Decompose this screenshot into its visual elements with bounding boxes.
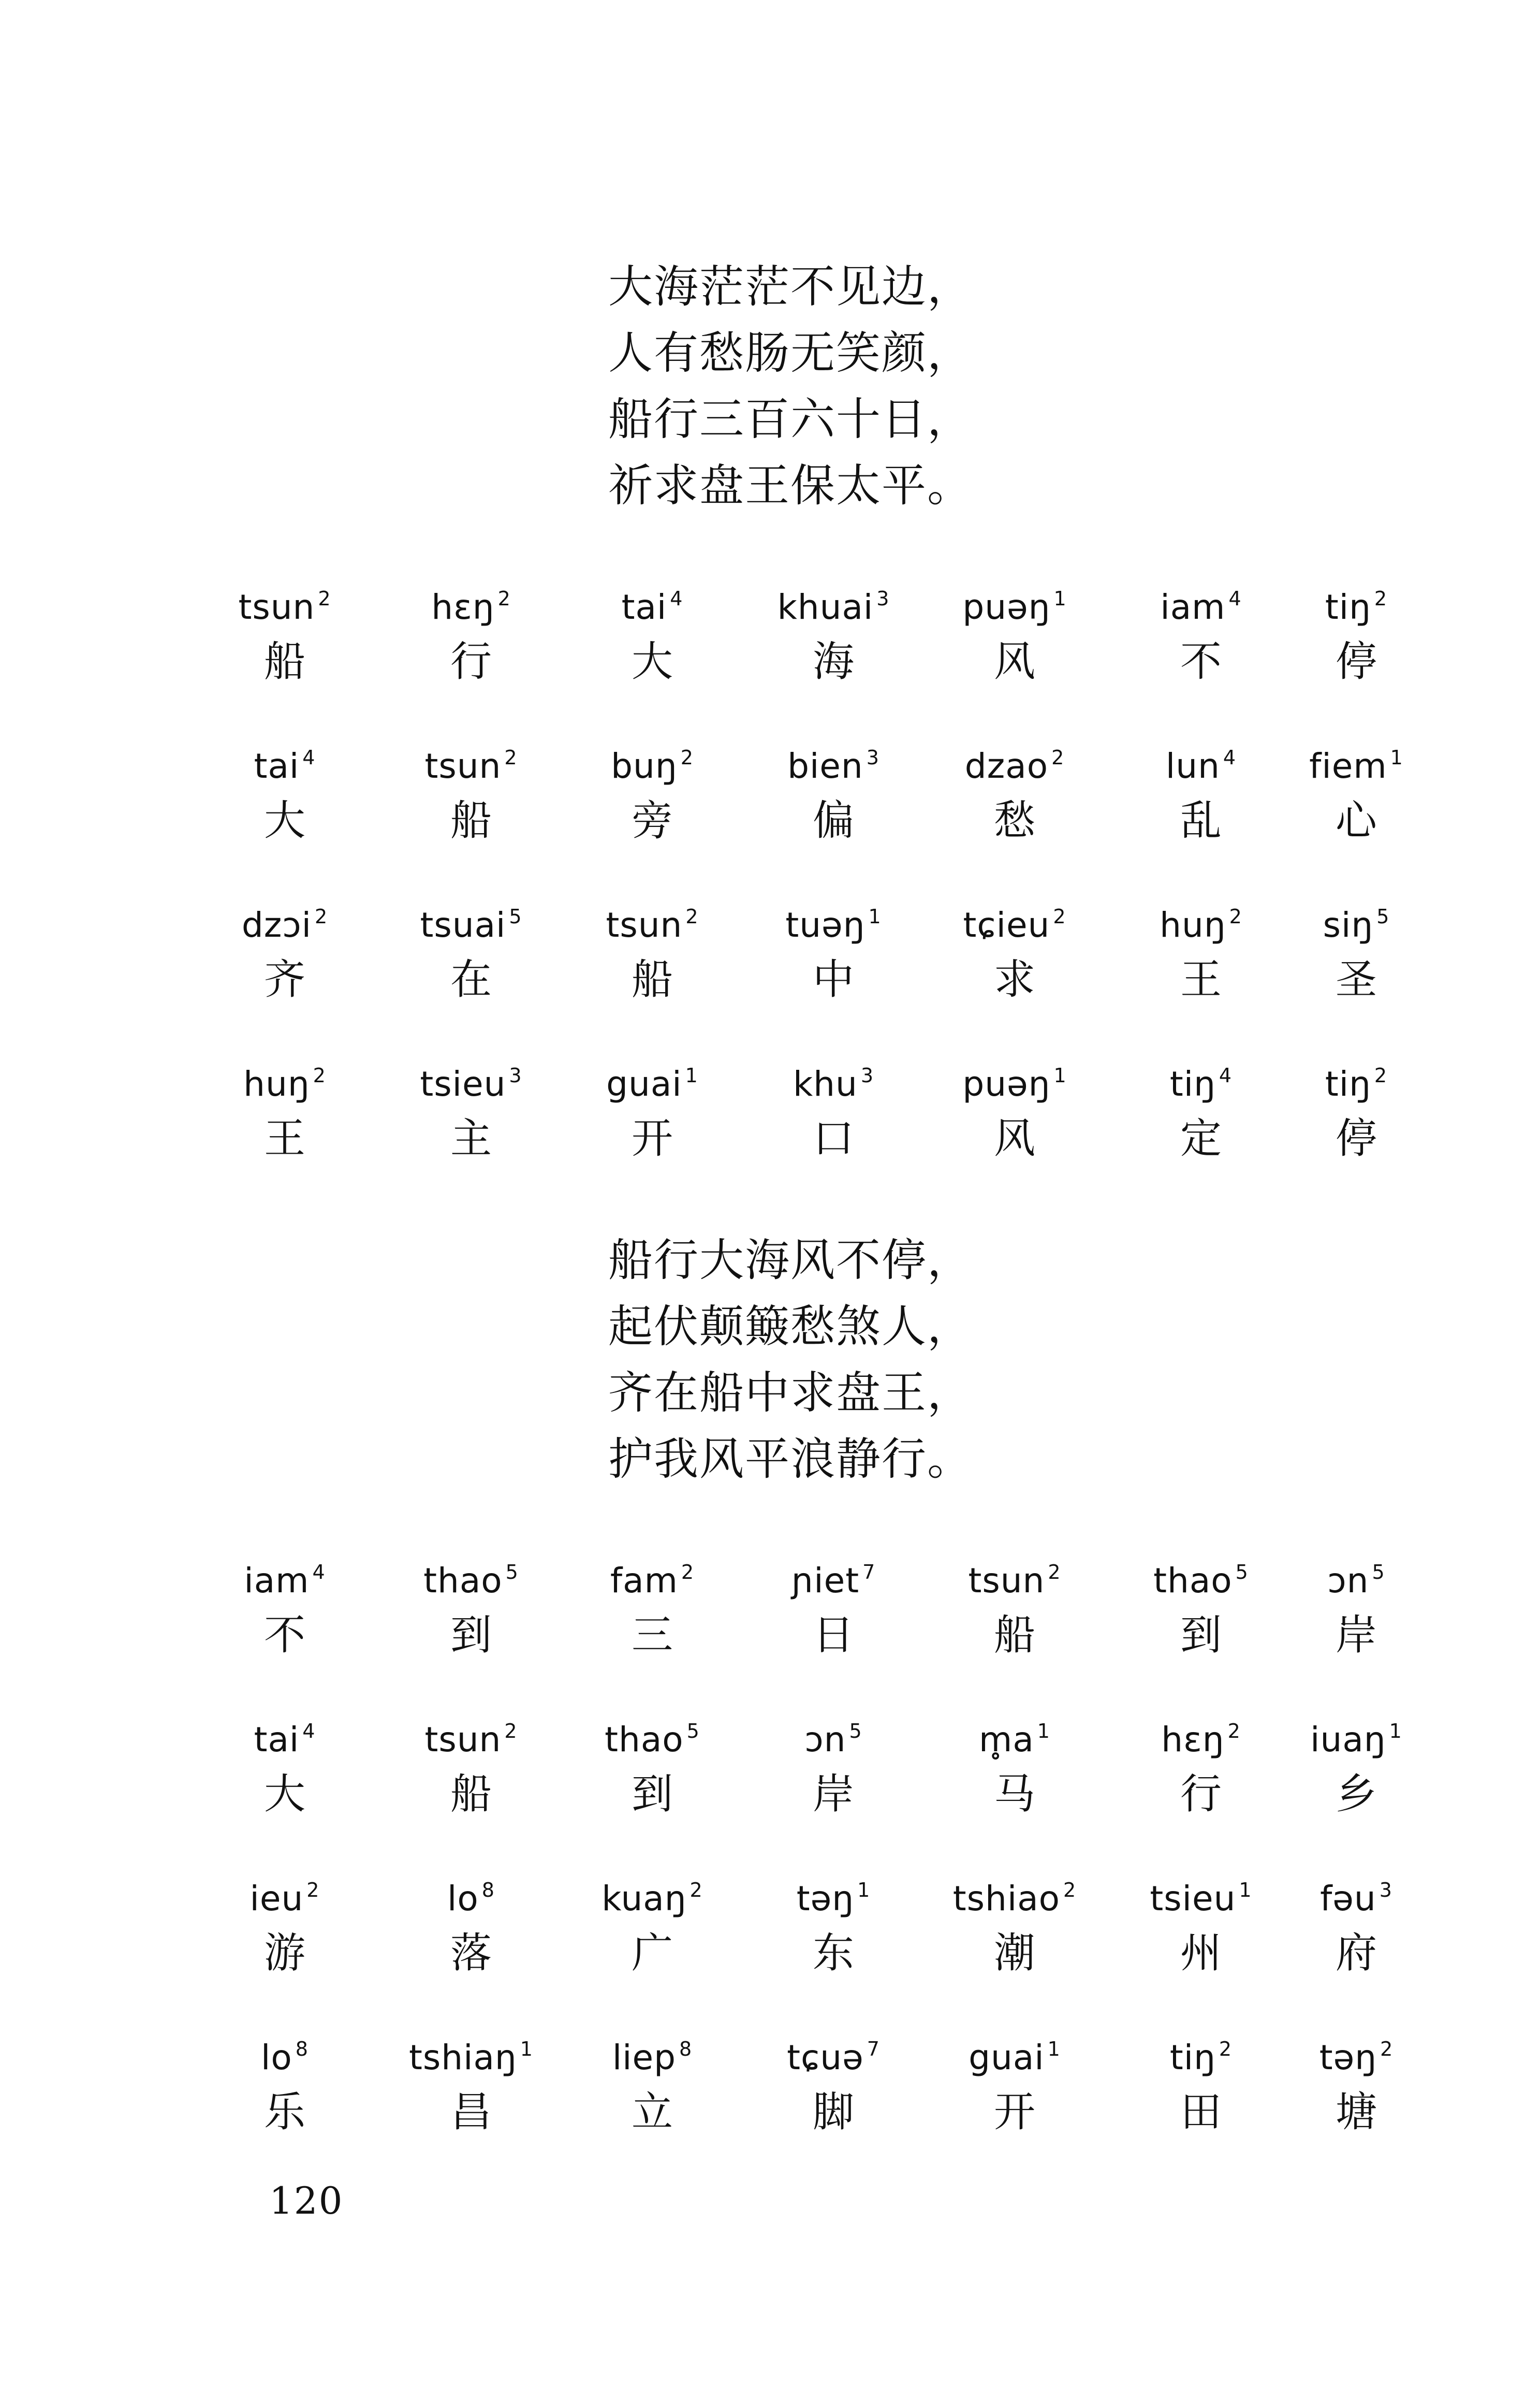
chinese-character: 大: [264, 1770, 305, 1818]
verse-line: 船行大海风不停，: [608, 1234, 973, 1286]
chinese-character: 不: [1180, 637, 1222, 686]
verse-line: 起伏颠簸愁煞人，: [608, 1301, 973, 1353]
chinese-character: 齐: [264, 955, 305, 1004]
word-cell: [937, 1548, 1092, 1666]
romanization: liep $^8$: [612, 2038, 693, 2077]
tone-number: 1: [1239, 1879, 1252, 1901]
tone-number: 2: [1219, 2038, 1233, 2060]
romanization: tai $^4$: [621, 587, 683, 627]
grid-row: [207, 2025, 1398, 2184]
tone-number: 7: [867, 2038, 880, 2060]
tone-number: 4: [302, 1720, 316, 1742]
tone-number: 8: [295, 2038, 309, 2060]
romanization: tsun $^2$: [238, 587, 331, 627]
romanization: siŋ $^5$: [1323, 905, 1390, 945]
chinese-character: 不: [264, 1611, 305, 1659]
grid-row: [207, 893, 1398, 1052]
tone-number: 2: [1374, 587, 1388, 610]
romanization: tsieu $^1$: [1150, 1879, 1252, 1919]
word-cell: [393, 2025, 549, 2143]
chinese-character: 心: [1336, 796, 1377, 845]
chinese-character: 乡: [1336, 1770, 1377, 1818]
grid-row: [207, 1866, 1398, 2025]
grid-row: [207, 1548, 1398, 1707]
romanization: tshiao $^2$: [952, 1879, 1077, 1919]
word-cell: [1123, 1866, 1279, 1984]
chinese-character: 岸: [1336, 1611, 1377, 1659]
grid-row: [207, 1707, 1402, 1866]
romanization: ɔn $^5$: [804, 1720, 862, 1760]
tone-number: 3: [860, 1064, 874, 1087]
romanization: tɕieu $^2$: [963, 905, 1066, 945]
chinese-character: 到: [632, 1770, 673, 1818]
word-cell: [1279, 575, 1434, 693]
grid-row: [207, 734, 1403, 893]
chinese-character: 三: [632, 1611, 673, 1659]
verse-block-1: [608, 254, 1333, 519]
tone-number: 4: [670, 587, 683, 610]
word-cell: [393, 1707, 549, 1825]
chinese-character: 求: [994, 955, 1035, 1004]
chinese-character: 马: [994, 1770, 1035, 1818]
romanization: tiŋ $^4$: [1169, 1064, 1233, 1104]
romanization: ɔn $^5$: [1327, 1561, 1385, 1601]
chinese-character: 行: [1180, 1770, 1222, 1818]
chinese-character: 脚: [813, 2088, 854, 2136]
tone-number: 2: [1051, 746, 1065, 769]
word-cell: [756, 1866, 911, 1984]
word-cell: [575, 1866, 730, 1984]
romanization: təŋ $^1$: [796, 1879, 871, 1919]
tone-number: 5: [686, 1720, 700, 1742]
chinese-character: 船: [264, 637, 305, 686]
chinese-character: 在: [450, 955, 492, 1004]
romanization: tuəŋ $^1$: [785, 905, 882, 945]
chinese-character: 落: [450, 1929, 492, 1977]
romanization: puəŋ $^1$: [962, 587, 1067, 627]
word-cell: [207, 575, 362, 693]
romanization: thao $^5$: [1153, 1561, 1249, 1601]
chinese-character: 偏: [813, 796, 854, 845]
romanization: puəŋ $^1$: [962, 1064, 1067, 1104]
romanization: iam $^4$: [244, 1561, 326, 1601]
romanization: tiŋ $^2$: [1325, 587, 1388, 627]
word-cell: [756, 575, 911, 693]
word-cell: [1279, 893, 1434, 1011]
romanization: guai $^1$: [969, 2038, 1061, 2077]
romanization: guai $^1$: [606, 1064, 698, 1104]
tone-number: 5: [1235, 1561, 1249, 1583]
word-cell: [1123, 575, 1279, 693]
verse-line: 齐在船中求盘王，: [608, 1367, 973, 1419]
romanization-grid-1: [207, 575, 1403, 1211]
romanization: tai $^4$: [254, 746, 316, 786]
tone-number: 2: [1053, 905, 1066, 928]
tone-number: 4: [1223, 746, 1237, 769]
word-cell: [756, 893, 911, 1011]
chinese-character: 府: [1336, 1929, 1377, 1977]
tone-number: 8: [481, 1879, 495, 1901]
chinese-character: 愁: [994, 796, 1035, 845]
tone-number: 4: [1228, 587, 1242, 610]
tone-number: 4: [1219, 1064, 1233, 1087]
word-cell: [207, 893, 362, 1011]
grid-row: [207, 1052, 1398, 1211]
romanization: khuai $^3$: [777, 587, 890, 627]
page-number: 120: [269, 2179, 344, 2222]
romanization: tsun $^2$: [968, 1561, 1061, 1601]
romanization: tsuai $^5$: [420, 905, 522, 945]
romanization: fəu $^3$: [1320, 1879, 1392, 1919]
romanization: tɕuə $^7$: [787, 2038, 880, 2077]
word-cell: [393, 1866, 549, 1984]
tone-number: 1: [1389, 1720, 1402, 1742]
word-cell: [1123, 1548, 1279, 1666]
romanization-grid-2: [207, 1548, 1402, 2184]
word-cell: [207, 1052, 362, 1170]
tone-number: 4: [312, 1561, 326, 1583]
tone-number: 3: [876, 587, 890, 610]
romanization: hɛŋ $^2$: [431, 587, 511, 627]
chinese-character: 船: [450, 796, 492, 845]
word-cell: [393, 1548, 549, 1666]
word-cell: [937, 734, 1092, 852]
chinese-character: 州: [1180, 1929, 1222, 1977]
chinese-character: 风: [994, 1114, 1035, 1162]
chinese-character: 东: [813, 1929, 854, 1977]
romanization: tsieu $^3$: [420, 1064, 522, 1104]
tone-number: 2: [1380, 2038, 1394, 2060]
romanization: tiŋ $^2$: [1325, 1064, 1388, 1104]
word-cell: [575, 1052, 730, 1170]
chinese-character: 到: [450, 1611, 492, 1659]
tone-number: 1: [1037, 1720, 1050, 1742]
word-cell: [393, 734, 549, 852]
word-cell: [937, 893, 1092, 1011]
romanization: iam $^4$: [1160, 587, 1242, 627]
chinese-character: 中: [813, 955, 854, 1004]
chinese-character: 到: [1180, 1611, 1222, 1659]
word-cell: [1279, 2025, 1434, 2143]
romanization: təŋ $^2$: [1319, 2038, 1394, 2077]
word-cell: [575, 1707, 730, 1825]
word-cell: [1123, 2025, 1279, 2143]
romanization: thao $^5$: [605, 1720, 700, 1760]
chinese-character: 定: [1180, 1114, 1222, 1162]
verse-block-2: [608, 1227, 1333, 1492]
verse-line: 大海茫茫不见边，: [608, 261, 973, 313]
romanization: dzao $^2$: [964, 746, 1065, 786]
tone-number: 3: [866, 746, 879, 769]
tone-number: 1: [520, 2038, 533, 2060]
romanization: lo $^8$: [261, 2038, 309, 2077]
word-cell: [756, 1548, 911, 1666]
tone-number: 2: [680, 746, 694, 769]
verse-line: 护我风平浪静行。: [608, 1433, 973, 1485]
romanization: kuaŋ $^2$: [602, 1879, 703, 1919]
tone-number: 1: [1053, 1064, 1067, 1087]
word-cell: [937, 575, 1092, 693]
tone-number: 5: [509, 905, 522, 928]
chinese-character: 昌: [450, 2088, 492, 2136]
verse-line: 人有愁肠无笑颜，: [608, 327, 973, 379]
tone-number: 2: [1374, 1064, 1388, 1087]
chinese-character: 王: [264, 1114, 305, 1162]
tone-number: 1: [1053, 587, 1067, 610]
word-cell: [207, 2025, 362, 2143]
chinese-character: 旁: [632, 796, 673, 845]
tone-number: 2: [685, 905, 699, 928]
chinese-character: 日: [813, 1611, 854, 1659]
chinese-character: 圣: [1336, 955, 1377, 1004]
chinese-character: 开: [632, 1114, 673, 1162]
romanization: tshiaŋ $^1$: [409, 2038, 533, 2077]
romanization: tsun $^2$: [424, 746, 518, 786]
word-cell: [937, 2025, 1092, 2143]
romanization: hɛŋ $^2$: [1161, 1720, 1241, 1760]
chinese-character: 海: [813, 637, 854, 686]
tone-number: 2: [318, 587, 331, 610]
tone-number: 1: [868, 905, 882, 928]
word-cell: [1279, 734, 1434, 852]
romanization: buŋ $^2$: [611, 746, 694, 786]
word-cell: [1123, 893, 1279, 1011]
romanization: tsun $^2$: [606, 905, 699, 945]
verse-line: 船行三百六十日，: [608, 394, 973, 445]
word-cell: [756, 1052, 911, 1170]
word-cell: [575, 734, 730, 852]
chinese-character: 行: [450, 637, 492, 686]
tone-number: 3: [509, 1064, 522, 1087]
romanization: tiŋ $^2$: [1169, 2038, 1233, 2077]
verse-line: 祈求盘王保太平。: [608, 460, 973, 512]
chinese-character: 船: [632, 955, 673, 1004]
word-cell: [575, 893, 730, 1011]
word-cell: [1123, 1707, 1279, 1825]
word-cell: [937, 1707, 1092, 1825]
chinese-character: 立: [632, 2088, 673, 2136]
tone-number: 5: [1376, 905, 1390, 928]
tone-number: 2: [1048, 1561, 1061, 1583]
tone-number: 2: [313, 1064, 326, 1087]
romanization: fiem $^1$: [1309, 746, 1403, 786]
chinese-character: 主: [450, 1114, 492, 1162]
tone-number: 2: [1227, 1720, 1241, 1742]
tone-number: 2: [690, 1879, 703, 1901]
word-cell: [207, 1548, 362, 1666]
romanization: m̥a $^1$: [979, 1720, 1050, 1760]
tone-number: 2: [504, 746, 518, 769]
tone-number: 7: [862, 1561, 876, 1583]
chinese-character: 停: [1336, 1114, 1377, 1162]
grid-row: [207, 575, 1398, 734]
tone-number: 1: [1390, 746, 1403, 769]
word-cell: [575, 575, 730, 693]
tone-number: 1: [857, 1879, 871, 1901]
tone-number: 2: [1229, 905, 1242, 928]
chinese-character: 乱: [1180, 796, 1222, 845]
word-cell: [393, 575, 549, 693]
word-cell: [207, 1866, 362, 1984]
tone-number: 4: [302, 746, 316, 769]
romanization: tai $^4$: [254, 1720, 316, 1760]
chinese-character: 船: [994, 1611, 1035, 1659]
tone-number: 2: [314, 905, 328, 928]
word-cell: [756, 1707, 911, 1825]
chinese-character: 开: [994, 2088, 1035, 2136]
word-cell: [1123, 1052, 1279, 1170]
word-cell: [937, 1052, 1092, 1170]
tone-number: 1: [685, 1064, 698, 1087]
chinese-character: 大: [632, 637, 673, 686]
chinese-character: 口: [813, 1114, 854, 1162]
word-cell: [1279, 1866, 1434, 1984]
word-cell: [1123, 734, 1279, 852]
word-cell: [756, 734, 911, 852]
word-cell: [1279, 1548, 1434, 1666]
chinese-character: 塘: [1336, 2088, 1377, 2136]
tone-number: 2: [681, 1561, 695, 1583]
tone-number: 2: [1063, 1879, 1077, 1901]
tone-number: 8: [679, 2038, 693, 2060]
word-cell: [207, 1707, 362, 1825]
tone-number: 5: [505, 1561, 519, 1583]
romanization: fam $^2$: [610, 1561, 695, 1601]
romanization: lun $^4$: [1165, 746, 1237, 786]
word-cell: [207, 734, 362, 852]
romanization: ɲiet $^7$: [791, 1561, 876, 1601]
romanization: tsun $^2$: [424, 1720, 518, 1760]
word-cell: [393, 893, 549, 1011]
romanization: bien $^3$: [787, 746, 879, 786]
chinese-character: 船: [450, 1770, 492, 1818]
chinese-character: 乐: [264, 2088, 305, 2136]
tone-number: 3: [1379, 1879, 1392, 1901]
word-cell: [575, 2025, 730, 2143]
tone-number: 2: [497, 587, 511, 610]
word-cell: [1279, 1707, 1434, 1825]
word-cell: [937, 1866, 1092, 1984]
tone-number: 2: [504, 1720, 518, 1742]
word-cell: [756, 2025, 911, 2143]
chinese-character: 大: [264, 796, 305, 845]
romanization: iuaŋ $^1$: [1310, 1720, 1402, 1760]
romanization: dzɔi $^2$: [241, 905, 328, 945]
romanization: ieu $^2$: [250, 1879, 320, 1919]
romanization: huŋ $^2$: [243, 1064, 326, 1104]
romanization: huŋ $^2$: [1160, 905, 1242, 945]
chinese-character: 停: [1336, 637, 1377, 686]
chinese-character: 风: [994, 637, 1035, 686]
chinese-character: 田: [1180, 2088, 1222, 2136]
chinese-character: 游: [264, 1929, 305, 1977]
word-cell: [393, 1052, 549, 1170]
tone-number: 5: [849, 1720, 862, 1742]
tone-number: 5: [1372, 1561, 1385, 1583]
chinese-character: 广: [632, 1929, 673, 1977]
chinese-character: 王: [1180, 955, 1222, 1004]
chinese-character: 岸: [813, 1770, 854, 1818]
tone-number: 1: [1047, 2038, 1061, 2060]
romanization: khu $^3$: [793, 1064, 874, 1104]
tone-number: 2: [306, 1879, 320, 1901]
word-cell: [1279, 1052, 1434, 1170]
word-cell: [575, 1548, 730, 1666]
chinese-character: 潮: [994, 1929, 1035, 1977]
romanization: lo $^8$: [447, 1879, 495, 1919]
romanization: thao $^5$: [423, 1561, 519, 1601]
